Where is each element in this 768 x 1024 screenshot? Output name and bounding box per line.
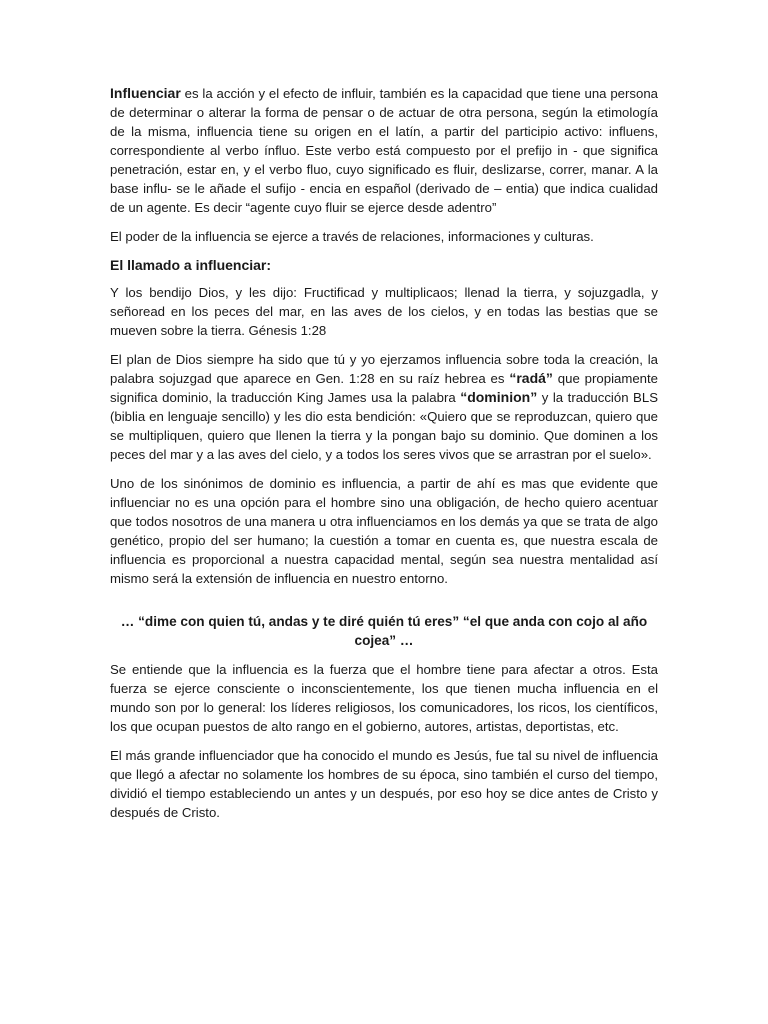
- term-dominion: “dominion”: [460, 389, 538, 405]
- definition-text: es la acción y el efecto de influir, también es la capacidad que tiene una persona de determinar o alterar la forma de pensar o de actuar de otra persona, según la etimología de la misma, influencia tiene su origen en el latín, a partir del participio activo: influens, correspondiente al verbo ínfluo. Este verbo está compuesto por el prefijo in - que significa penetración, estar en, y el verbo fluo, cuyo significado es fluir, deslizarse, correr, manar. A la base influ- se le añade el sufijo - encia en español (derivado de – entia) que indica cualidad de un agente. Es decir “agente cuyo fluir se ejerce desde adentro”: [110, 86, 658, 215]
- lead-term: Influenciar: [110, 85, 181, 101]
- paragraph-jesus: El más grande influenciador que ha conocido el mundo es Jesús, fue tal su nivel de influencia que llegó a afectar no solamente los hombres de su época, sino también el curso del tiempo, dividió el tiempo estableciendo un antes y un después, por eso hoy se dice antes de Cristo y después de Cristo.: [110, 748, 658, 820]
- text-segment: y la traducción BLS (biblia en lenguaje sencillo) y les dio esta bendición: «Quiero que se reproduzcan, quiero que se multipliquen, quiero que llenen la tierra y la pongan bajo su dominio. Que dominen a los peces del mar y a las aves del cielo, y a todos los seres vivos que se arrastran por el suelo».: [110, 390, 658, 462]
- paragraph-definition: [110, 84, 658, 217]
- paragraph-gods-plan: [110, 350, 658, 464]
- spacer: [110, 598, 658, 612]
- text-segment: El plan de Dios siempre ha sido que tú y yo ejerzamos influencia sobre toda la creación, la palabra sojuzgad que aparece en Gen. 1:28 en su raíz hebrea es: [110, 352, 658, 386]
- paragraph-power: El poder de la influencia se ejerce a través de relaciones, informaciones y culturas.: [110, 229, 594, 244]
- document-page: [110, 84, 658, 832]
- paragraph-synonyms: Uno de los sinónimos de dominio es influencia, a partir de ahí es mas que evidente que influenciar no es una opción para el hombre sino una obligación, de hecho quiero acentuar que todos nosotros de una manera u otra influenciamos en los demás ya que se trata de algo genético, propio del ser humano; la cuestión a tomar en cuenta es, que nuestra escala de influencia es proporcional a nuestra capacidad mental, según sea nuestra mentalidad así mismo será la extensión de influencia en nuestro entorno.: [110, 476, 658, 586]
- term-radah: “radá”: [509, 370, 553, 386]
- proverb-quote: … “dime con quien tú, andas y te diré quién tú eres” “el que anda con cojo al año cojea” …: [120, 614, 648, 648]
- text-segment: que propiamente significa dominio, la traducción King James usa la palabra: [110, 371, 658, 405]
- paragraph-force: Se entiende que la influencia es la fuerza que el hombre tiene para afectar a otros. Esta fuerza se ejerce consciente o inconscientemente, los que tienen mucha influencia en el mundo son por lo general: los líderes religiosos, los comunicadores, los ricos, los científicos, los que ocupan puestos de alto rango en el gobierno, autores, artistas, deportistas, etc.: [110, 662, 658, 734]
- section-heading: El llamado a influenciar:: [110, 257, 272, 273]
- paragraph-genesis-quote: Y los bendijo Dios, y les dijo: Fructificad y multiplicaos; llenad la tierra, y sojuzgadla, y señoread en los peces del mar, en las aves de los cielos, y en todas las bestias que se mueven sobre la tierra. Génesis 1:28: [110, 285, 658, 338]
